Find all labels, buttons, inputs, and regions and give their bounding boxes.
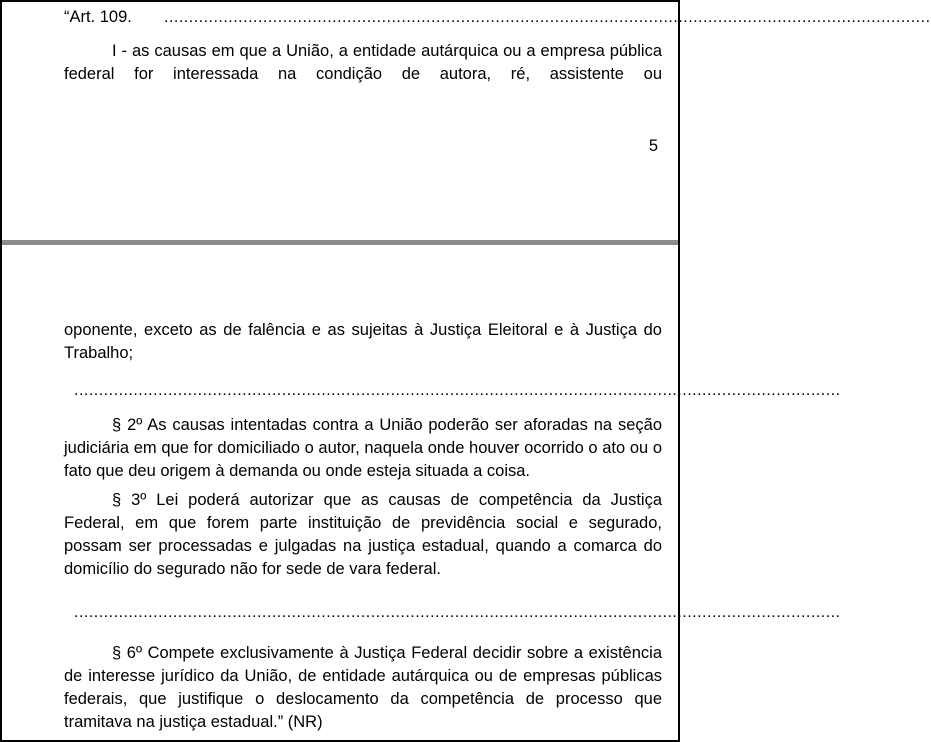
- page-number: 5: [648, 137, 658, 155]
- omission-dots: ...........................................................................................................................................................: [164, 9, 931, 26]
- inciso-i-part-2: oponente, exceto as de falência e as sujeitas à Justiça Eleitoral e à Justiça do Trabalho;: [64, 321, 662, 362]
- article-heading: “Art. 109.: [64, 8, 132, 26]
- inciso-i-part-1: I - as causas em que a União, a entidade autárquica ou a empresa pública federal for interessada na condição de autora, ré, assistente ou: [64, 42, 662, 83]
- paragraph-3: § 3º Lei poderá autorizar que as causas de competência da Justiça Federal, em que forem parte instituição de previdência social e segurado, possam ser processadas e julgadas na justiça estadual, quando a comarca do domicílio do segurado não for sede de vara federal.: [64, 491, 662, 578]
- paragraph-2: § 2º As causas intentadas contra a União poderão ser aforadas na seção judiciária em que for domiciliado o autor, naquela onde houver ocorrido o ato ou o fato que deu origem à demanda ou onde esteja situada a coisa.: [64, 416, 662, 480]
- omission-dots: ...........................................................................................................................................................: [74, 604, 841, 621]
- omission-dots: ...........................................................................................................................................................: [74, 382, 841, 399]
- page-5: [4, 2, 931, 239]
- page-6: [4, 245, 841, 740]
- paragraph-6: § 6º Compete exclusivamente à Justiça Federal decidir sobre a existência de interesse jurídico da União, de entidade autárquica ou de empresas públicas federais, que justifique o deslocamento da competência de processo que tramitava na justiça estadual.” (NR): [64, 644, 662, 731]
